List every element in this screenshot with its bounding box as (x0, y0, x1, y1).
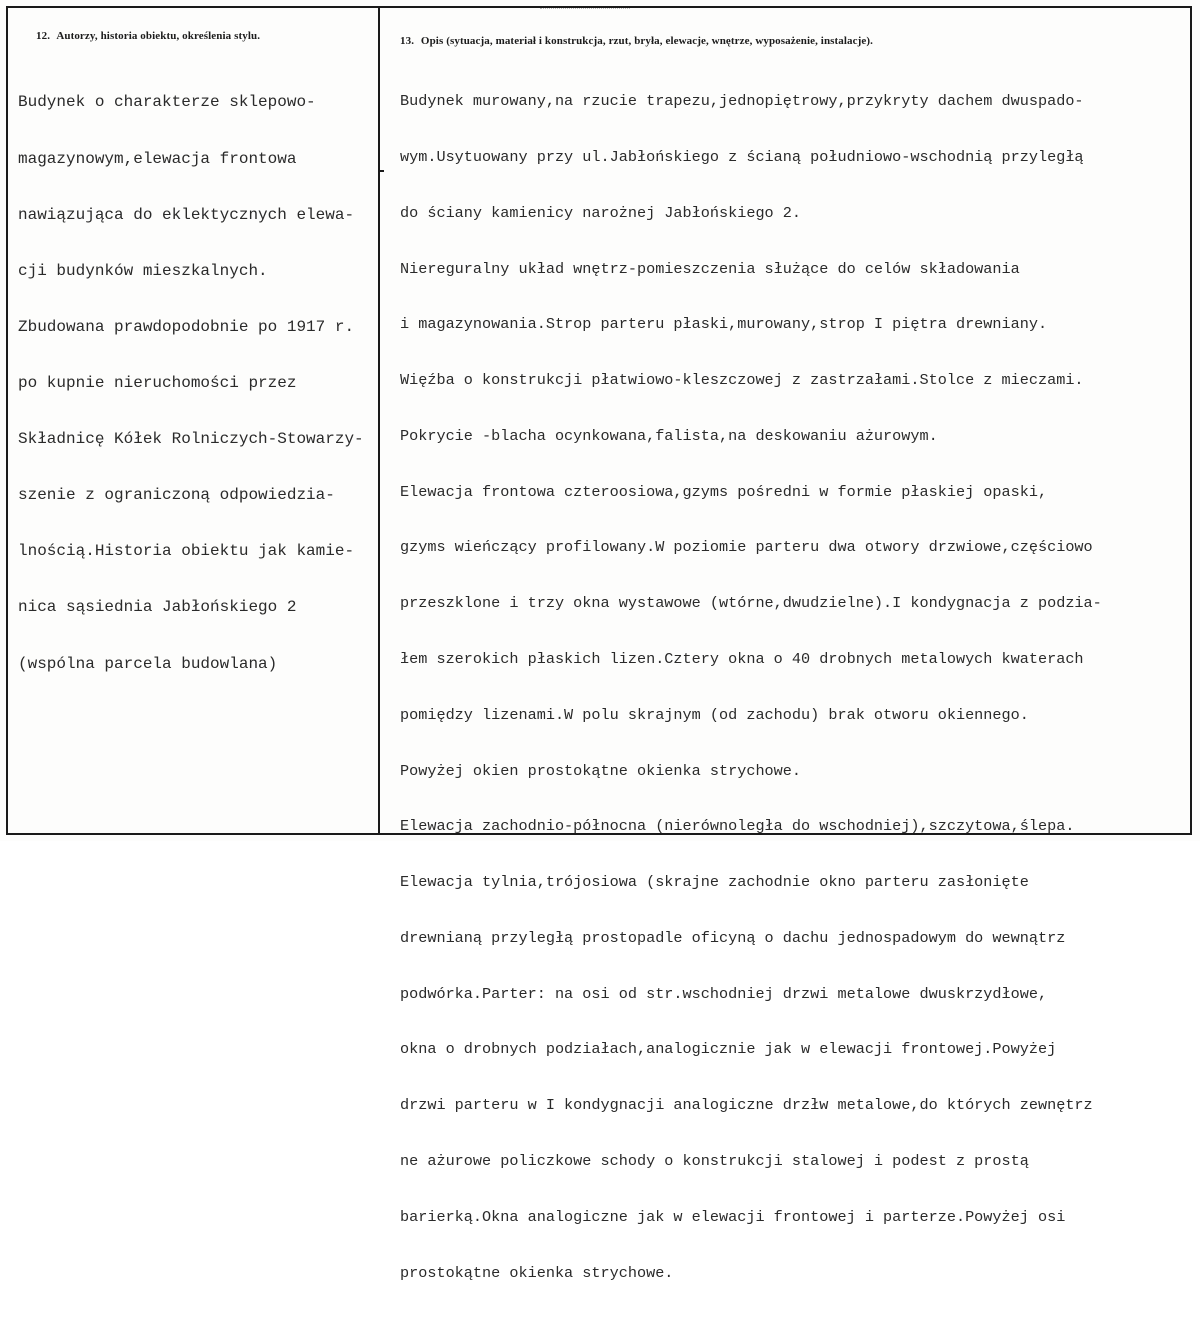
section-13-line: gzyms wieńczący profilowany.W poziomie parteru dwa otwory drzwiowe,częściowo (400, 538, 1093, 557)
section-12-body (18, 56, 364, 711)
section-13-line: barierką.Okna analogiczne jak w elewacji frontowej i parterze.Powyżej osi (400, 1207, 1066, 1226)
section-13-line: Więźba o konstrukcji płatwiowo-kleszczowej z zastrzałami.Stolce z mieczami. (400, 371, 1084, 390)
section-13-line: ne ażurowe policzkowe schody o konstrukcji stalowej i podest z prostą (400, 1152, 1029, 1171)
section-13-subtitle: (sytuacja, materiał i konstrukcja, rzut, bryła, elewacje, wnętrze, wyposażenie, instalacje). (446, 35, 873, 47)
section-13-body (400, 55, 1102, 1319)
section-12-title: Autorzy, historia obiektu, określenia stylu. (56, 30, 261, 42)
section-12-line: Składnicę Kółek Rolniczych-Stowarzy- (18, 430, 364, 449)
section-13-line: i magazynowania.Strop parteru płaski,murowany,strop I piętra drewniany. (400, 315, 1048, 334)
section-13-line: prostokątne okienka strychowe. (400, 1263, 674, 1282)
section-12-line: Zbudowana prawdopodobnie po 1917 r. (18, 317, 355, 336)
divider-tick-mark (378, 170, 384, 172)
section-13-heading (400, 35, 873, 47)
section-12-line: nica sąsiednia Jabłońskiego 2 (18, 598, 297, 617)
section-13-line: przeszklone i trzy okna wystawowe (wtórne,dwudzielne).I kondygnacja z podzia- (400, 594, 1102, 613)
section-13-line: Pokrycie -blacha ocynkowana,falista,na deskowaniu ażurowym. (400, 426, 938, 445)
section-12-line: lnością.Historia obiektu jak kamie- (18, 542, 355, 561)
section-13-line: drewnianą przyległą prostopadle oficyną o dachu jednospadowym do wewnątrz (400, 928, 1066, 947)
section-13-line: Niereguralny układ wnętrz-pomieszczenia służące do celów składowania (400, 259, 1020, 278)
section-13-line: podwórka.Parter: na osi od str.wschodniej drzwi metalowe dwuskrzydłowe, (400, 984, 1048, 1003)
section-12-line: magazynowym,elewacja frontowa (18, 149, 297, 168)
section-13-line: Budynek murowany,na rzucie trapezu,jednopiętrowy,przykryty dachem dwuspado- (400, 92, 1084, 111)
section-13-line: łem szerokich płaskich lizen.Cztery okna o 40 drobnych metalowych kwaterach (400, 650, 1084, 668)
column-divider (378, 6, 380, 835)
section-13-line: Powyżej okien prostokątne okienka strychowe. (400, 761, 802, 780)
section-13-line: Elewacja frontowa czteroosiowa,gzyms pośredni w formie płaskiej opaski, (400, 482, 1048, 501)
section-12-line: Budynek o charakterze sklepowo- (18, 93, 316, 112)
section-13-line: Elewacja tylnia,trójosiowa (skrajne zachodnie okno parteru zasłonięte (400, 873, 1029, 892)
section-12-line: (wspólna parcela budowlana) (18, 654, 278, 673)
faint-mark (540, 8, 630, 11)
section-12-line: nawiązująca do eklektycznych elewa- (18, 205, 355, 224)
section-12-line: cji budynków mieszkalnych. (18, 261, 268, 280)
section-13-line: wym.Usytuowany przy ul.Jabłońskiego z ścianą południowo-wschodnią przyległą (400, 147, 1084, 166)
section-12-line: szenie z ograniczoną odpowiedzia- (18, 486, 335, 505)
section-13-title: Opis (420, 35, 444, 47)
section-13-line: drzwi parteru w I kondygnacji analogiczne drzłw metalowe,do których zewnętrz (400, 1096, 1093, 1115)
section-12-line: po kupnie nieruchomości przez (18, 373, 297, 392)
section-13-line: Elewacja zachodnio-północna (nierównoległa do wschodniej),szczytowa,ślepa. (400, 817, 1075, 836)
section-13-line: do ściany kamienicy narożnej Jabłońskiego 2. (400, 203, 802, 222)
section-13-line: pomiędzy lizenami.W polu skrajnym (od zachodu) brak otworu okiennego. (400, 705, 1029, 724)
section-13-line: okna o drobnych podziałach,analogicznie jak w elewacji frontowej.Powyżej (400, 1040, 1057, 1059)
section-13-number: 13. (400, 35, 415, 47)
section-12-number: 12. (36, 30, 51, 42)
section-12-heading (36, 30, 260, 42)
